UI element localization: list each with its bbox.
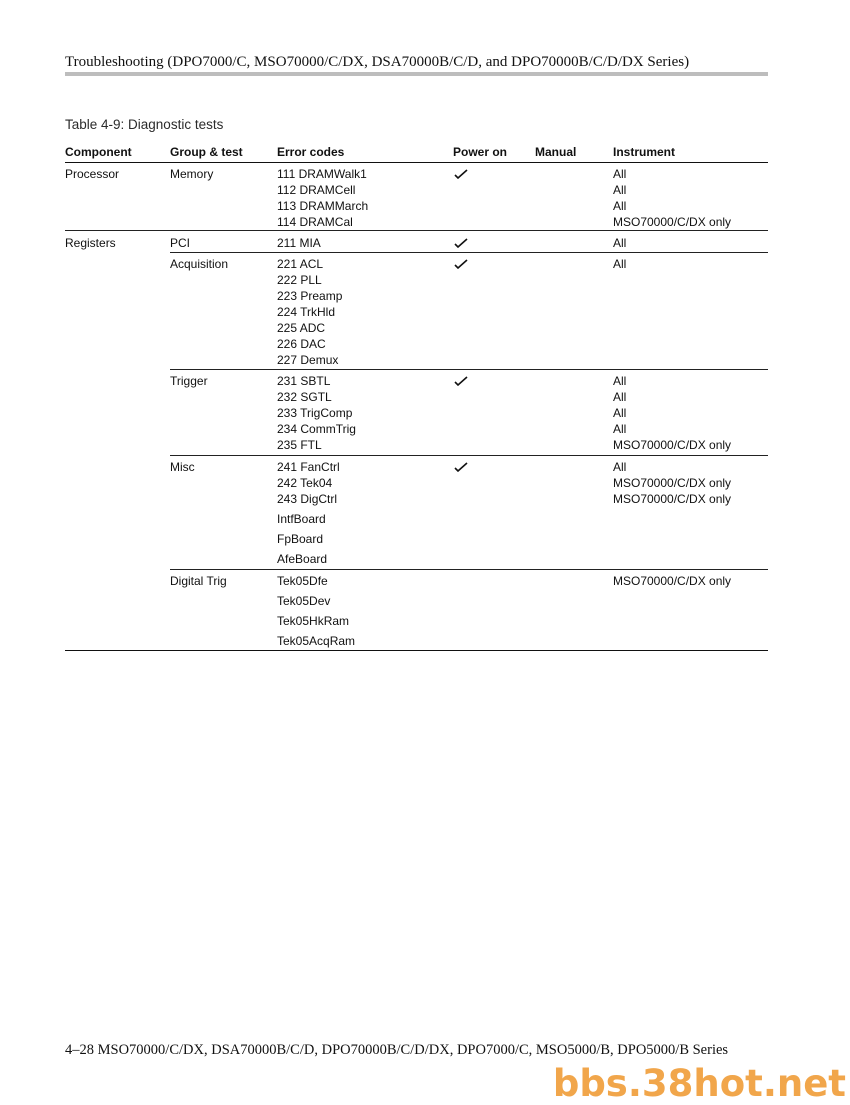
row-divider: [170, 569, 768, 570]
error-code-cell: 231 SBTL: [277, 374, 331, 388]
instrument-cell: MSO70000/C/DX only: [613, 215, 732, 229]
error-code-cell: 224 TrkHld: [277, 305, 336, 319]
check-mark-icon: [454, 259, 468, 269]
error-code-cell: 235 FTL: [277, 438, 322, 452]
instrument-cell: MSO70000/C/DX only: [613, 438, 732, 452]
row-divider: [65, 230, 768, 231]
check-mark-icon: [454, 462, 468, 472]
error-code-cell: Tek05Dev: [277, 594, 331, 608]
column-header-instrument: Instrument: [613, 145, 676, 159]
check-mark-icon: [454, 169, 468, 179]
row-divider: [170, 369, 768, 370]
instrument-cell: MSO70000/C/DX only: [613, 492, 732, 506]
component-cell: Registers: [65, 236, 116, 250]
error-code-cell: Tek05HkRam: [277, 614, 350, 628]
instrument-cell: All: [613, 257, 627, 271]
error-code-cell: 114 DRAMCal: [277, 215, 353, 229]
error-code-cell: 211 MIA: [277, 236, 321, 250]
instrument-cell: All: [613, 167, 627, 181]
instrument-cell: All: [613, 183, 627, 197]
error-code-cell: 226 DAC: [277, 337, 326, 351]
check-mark-icon: [454, 238, 468, 248]
error-code-cell: Tek05Dfe: [277, 574, 328, 588]
error-code-cell: 112 DRAMCell: [277, 183, 356, 197]
instrument-cell: All: [613, 422, 627, 436]
error-code-cell: 113 DRAMMarch: [277, 199, 369, 213]
error-code-cell: 111 DRAMWalk1: [277, 167, 367, 181]
error-code-cell: 225 ADC: [277, 321, 326, 335]
instrument-cell: MSO70000/C/DX only: [613, 574, 732, 588]
error-code-cell: 223 Preamp: [277, 289, 343, 303]
error-code-cell: Tek05AcqRam: [277, 634, 356, 648]
error-code-cell: AfeBoard: [277, 552, 328, 566]
instrument-cell: All: [613, 460, 627, 474]
check-mark-icon: [454, 376, 468, 386]
error-code-cell: 233 TrigComp: [277, 406, 353, 420]
instrument-cell: All: [613, 374, 627, 388]
header-rule: [65, 72, 768, 76]
component-cell: Processor: [65, 167, 120, 181]
column-header-error-codes: Error codes: [277, 145, 345, 159]
error-code-cell: 242 Tek04: [277, 476, 333, 490]
page-header-title: Troubleshooting (DPO7000/C, MSO70000/C/DX, DSA70000B/C/D, and DPO70000B/C/D/DX Series): [65, 54, 690, 70]
instrument-cell: All: [613, 406, 627, 420]
error-code-cell: 232 SGTL: [277, 390, 332, 404]
column-header-component: Component: [65, 145, 132, 159]
header-underline: [65, 162, 768, 163]
row-divider: [170, 252, 768, 253]
error-code-cell: FpBoard: [277, 532, 324, 546]
group-test-cell: Memory: [170, 167, 214, 181]
error-code-cell: 234 CommTrig: [277, 422, 356, 436]
error-code-cell: 221 ACL: [277, 257, 324, 271]
table-bottom-rule: [65, 650, 768, 651]
error-code-cell: 241 FanCtrl: [277, 460, 340, 474]
watermark: bbs.38hot.net: [552, 1062, 846, 1105]
group-test-cell: Misc: [170, 460, 195, 474]
instrument-cell: All: [613, 199, 627, 213]
page-footer: 4–28 MSO70000/C/DX, DSA70000B/C/D, DPO70000B/C/D/DX, DPO7000/C, MSO5000/B, DPO5000/B Series: [65, 1042, 729, 1058]
instrument-cell: MSO70000/C/DX only: [613, 476, 732, 490]
error-code-cell: 227 Demux: [277, 353, 339, 367]
group-test-cell: PCI: [170, 236, 191, 250]
group-test-cell: Digital Trig: [170, 574, 227, 588]
column-header-group-test: Group & test: [170, 145, 243, 159]
instrument-cell: All: [613, 390, 627, 404]
group-test-cell: Trigger: [170, 374, 208, 388]
column-header-manual: Manual: [535, 145, 577, 159]
group-test-cell: Acquisition: [170, 257, 229, 271]
error-code-cell: 222 PLL: [277, 273, 322, 287]
row-divider: [170, 455, 768, 456]
column-header-power-on: Power on: [453, 145, 508, 159]
error-code-cell: IntfBoard: [277, 512, 326, 526]
instrument-cell: All: [613, 236, 627, 250]
table-caption: Table 4-9: Diagnostic tests: [65, 117, 224, 132]
error-code-cell: 243 DigCtrl: [277, 492, 338, 506]
